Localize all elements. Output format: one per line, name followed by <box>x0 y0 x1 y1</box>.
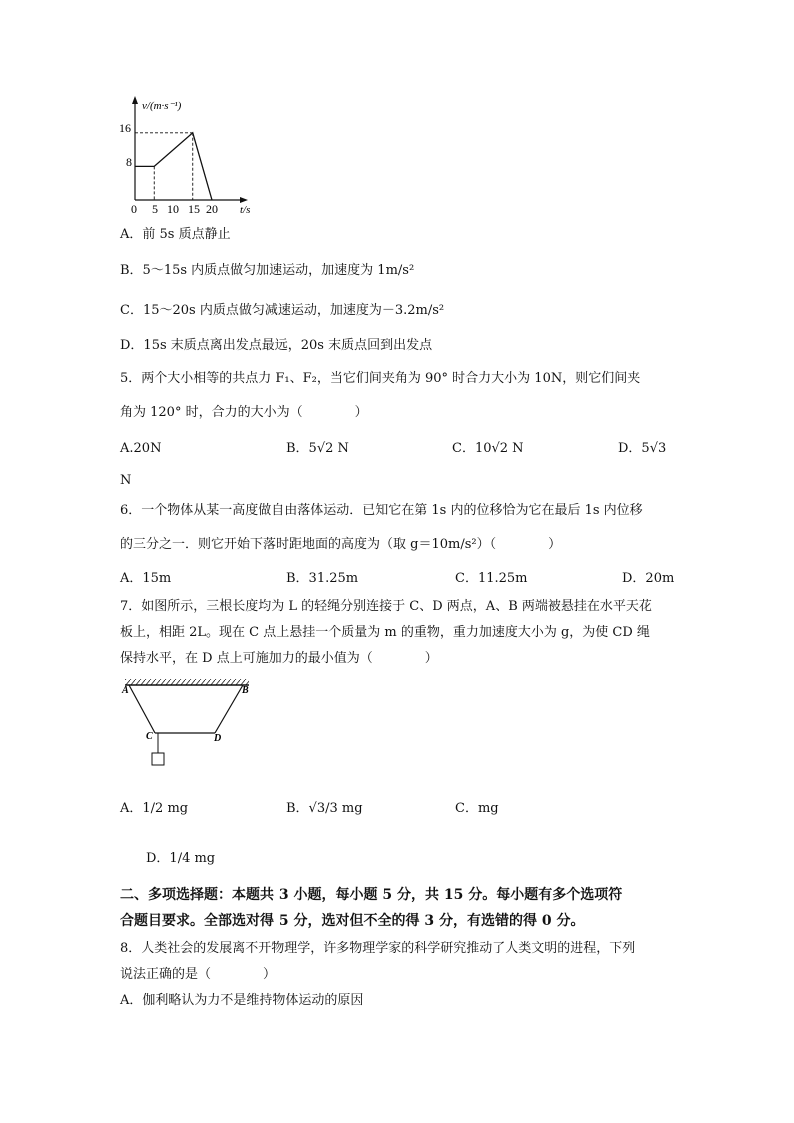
label-d: D <box>214 733 222 744</box>
vt-x-tick-0: 0 <box>131 202 137 216</box>
q5-stem-line2: 角为 120° 时，合力的大小为（ ） <box>120 405 368 420</box>
q6-stem-line2: 的三分之一．则它开始下落时距地面的高度为（取 g＝10m/s²）（ ） <box>120 537 562 552</box>
vt-series-line <box>135 133 212 200</box>
vt-chart <box>110 92 270 222</box>
vt-x-tick-5: 5 <box>152 202 158 216</box>
q6-option-b: B．31.25m <box>286 571 359 586</box>
q5-option-b: B．5√2 N <box>286 441 349 456</box>
q4-option-a: A．前 5s 质点静止 <box>120 227 231 242</box>
q7-option-c: C．mg <box>455 801 499 816</box>
q7-option-a: A．1/2 mg <box>120 801 189 816</box>
vt-y-tick-16: 16 <box>119 121 131 135</box>
section2-heading-line1: 二、多项选择题：本题共 3 小题，每小题 5 分，共 15 分。每小题有多个选项符 <box>120 887 623 903</box>
q5-option-a: A.20N <box>120 441 162 456</box>
q7-option-d: D．1/4 mg <box>146 851 216 866</box>
section2-heading-line2: 合题目要求。全部选对得 5 分，选对但不全的得 3 分，有选错的得 0 分。 <box>120 913 585 929</box>
q8-option-a: A．伽利略认为力不是维持物体运动的原因 <box>120 993 364 1008</box>
label-b: B <box>242 685 249 696</box>
vt-x-tick-10: 10 <box>167 202 179 216</box>
q7-stem-line3: 保持水平，在 D 点上可施加力的最小值为（ ） <box>120 651 438 666</box>
q6-option-c: C．11.25m <box>455 571 528 586</box>
vt-x-axis-arrow <box>240 197 248 203</box>
q5-option-d-unit: N <box>120 473 132 488</box>
vt-y-tick-8: 8 <box>126 155 132 169</box>
q8-stem-line2: 说法正确的是（ ） <box>120 967 277 982</box>
q6-option-a: A．15m <box>120 571 172 586</box>
q4-option-d: D．15s 末质点离出发点最远，20s 末质点回到出发点 <box>120 338 433 353</box>
rope-ac <box>129 685 155 733</box>
vt-x-tick-15: 15 <box>188 202 200 216</box>
q4-option-b: B．5～15s 内质点做匀加速运动，加速度为 1m/s² <box>120 263 415 278</box>
q8-stem-line1: 8．人类社会的发展离不开物理学，许多物理学家的科学研究推动了人类文明的进程，下列 <box>120 941 636 956</box>
vt-y-axis-arrow <box>132 96 138 104</box>
vt-y-axis-label: v/(m·s⁻¹) <box>142 100 182 112</box>
ceiling-hatch <box>125 679 249 685</box>
vt-x-tick-20: 20 <box>206 202 218 216</box>
rope-db <box>215 685 243 733</box>
weight-block <box>152 753 164 765</box>
q4-option-c: C．15～20s 内质点做匀减速运动，加速度为－3.2m/s² <box>120 303 445 318</box>
q7-stem-line2: 板上，相距 2L。现在 C 点上悬挂一个质量为 m 的重物，重力加速度大小为 g，为使 CD 绳 <box>120 625 650 640</box>
q6-option-d: D．20m <box>622 571 675 586</box>
q7-option-b: B．√3/3 mg <box>286 801 363 816</box>
vt-x-axis-label: t/s <box>240 204 251 216</box>
q6-stem-line1: 6．一个物体从某一高度做自由落体运动．已知它在第 1s 内的位移恰为它在最后 1s 内位移 <box>120 503 643 518</box>
label-c: C <box>146 731 153 742</box>
q7-rope-figure <box>115 674 265 774</box>
q5-stem-line1: 5．两个大小相等的共点力 F₁、F₂，当它们间夹角为 90° 时合力大小为 10N，则它们间夹 <box>120 371 641 386</box>
q5-option-d: D．5√3 <box>618 441 667 456</box>
label-a: A <box>122 685 129 696</box>
q5-option-c: C．10√2 N <box>452 441 524 456</box>
q7-stem-line1: 7．如图所示，三根长度均为 L 的轻绳分别连接于 C、D 两点，A、B 两端被悬挂在水平天花 <box>120 599 652 614</box>
